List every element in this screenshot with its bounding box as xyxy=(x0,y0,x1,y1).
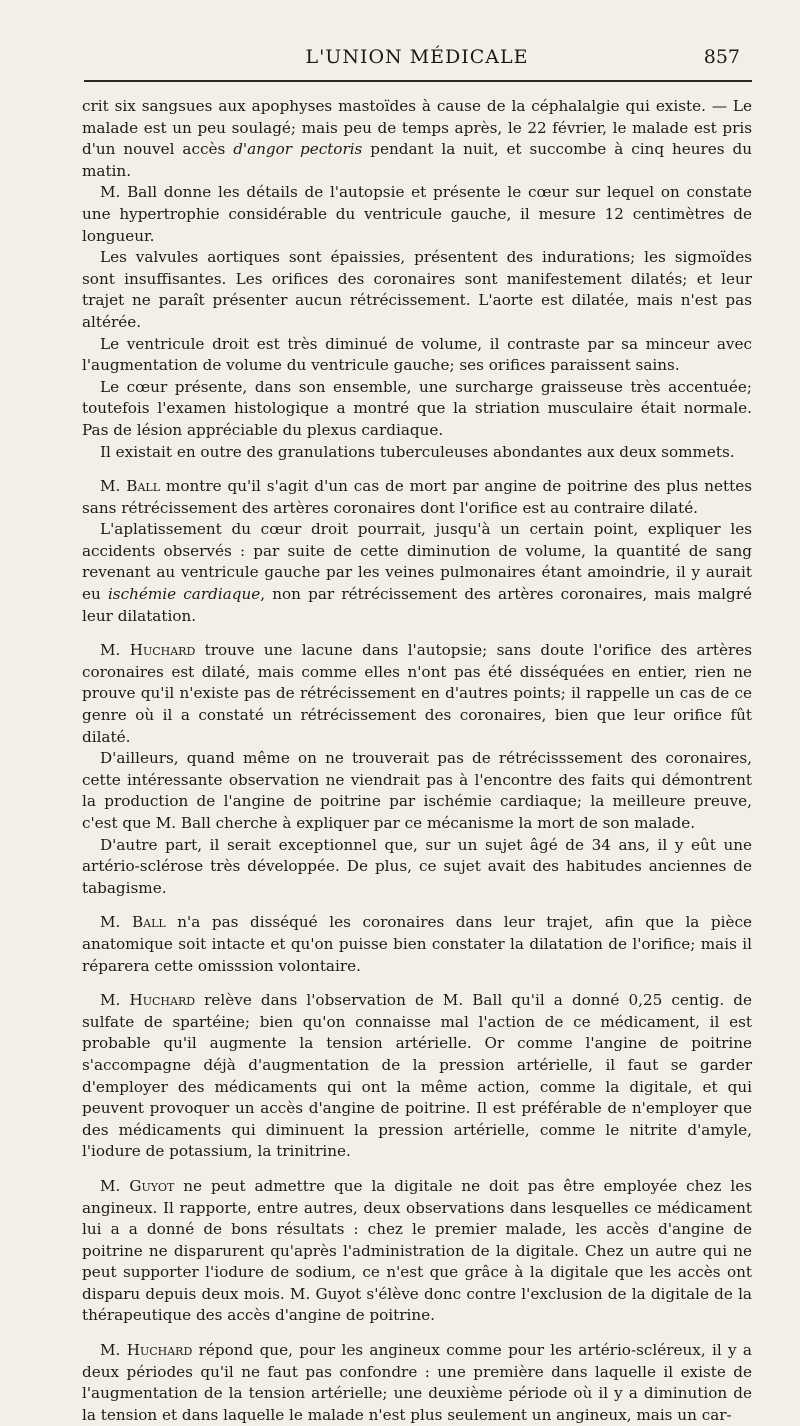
paragraph-text: L'aplatissement du cœur droit pourrait, jusqu'à un certain point, expliquer les accidents observés : par suite de cette diminution de volume, la quantité de sang revenant au ventricule gauche par les veines pulmonaires étant amoindrie, il y aurait eu xyxy=(82,520,752,604)
paragraph: Les valvules aortiques sont épaissies, présentent des indurations; les sigmoïdes sont insuffisantes. Les orifices des coronaires sont manifestement dilatés; et leur trajet ne paraît présenter aucun rétrécissement. L'aorte est dilatée, mais n'est pas altérée. xyxy=(82,248,752,331)
speaker-prefix: M. xyxy=(100,991,130,1010)
paragraph-text: n'a pas disséqué les coronaires dans leur trajet, afin que la pièce anatomique soit intacte et qu'on puisse bien constater la dilatation de l'orifice; mais il réparera cette omisssion volontaire. xyxy=(82,913,752,975)
journal-title: L'UNION MÉDICALE xyxy=(305,46,529,68)
paragraph xyxy=(82,96,752,182)
paragraph: M. Ball donne les détails de l'autopsie et présente le cœur sur lequel on constate une hypertrophie considérable du ventricule gauche, il mesure 12 centimètres de longueur. xyxy=(82,183,752,245)
italic-term: d'angor pectoris xyxy=(233,140,363,159)
paragraph xyxy=(82,476,752,519)
paragraph: Le cœur présente, dans son ensemble, une surcharge graisseuse très accentuée; toutefois l'examen histologique a montré que la striation musculaire était normale. Pas de lésion appréciable du plexus cardiaque. xyxy=(82,377,752,439)
speaker-name: Huchard xyxy=(129,641,196,660)
paragraph xyxy=(82,1340,752,1426)
italic-term: ischémie cardiaque xyxy=(107,585,261,604)
paragraph xyxy=(82,640,752,748)
article-body xyxy=(82,96,752,1426)
paragraph-text: trouve une lacune dans l'autopsie; sans doute l'orifice des artères coronaires est dilaté, mais comme elles n'ont pas été disséquées en entier, rien ne prouve qu'il n'existe pas de rétrécissement en d'autres points; il rappelle un cas de ce genre où il a constaté un rétrécissement des coronaires, bien que leur orifice fût dilaté. xyxy=(82,641,752,746)
speaker-name: Ball xyxy=(126,477,161,496)
paragraph-text: ne peut admettre que la digitale ne doit pas être employée chez les angineux. Il rapporte, entre autres, deux observations dans lesquelles ce médicament lui a a donné de bons résultats : chez le premier malade, les accès d'angine de poitrine ne disparurent qu'après l'administration de la digitale. Chez un autre qui ne peut supporter l'iodure de sodium, ce n'est que grâce à la digitale que les accès ont disparu depuis deux mois. M. Guyot s'élève donc contre l'exclusion de la digitale de la thérapeutique des accès d'angine de poitrine. xyxy=(82,1176,752,1325)
page-header xyxy=(82,46,752,76)
page-number: 857 xyxy=(703,46,740,68)
paragraph: D'ailleurs, quand même on ne trouverait pas de rétrécisssement des coronaires, cette intéressante observation ne viendrait pas à l'encontre des faits qui démontrent la production de l'angine de poitrine par ischémie cardiaque; la meilleure preuve, c'est que M. Ball cherche à expliquer par ce mécanisme la mort de son malade. xyxy=(82,749,752,832)
speaker-name: Huchard xyxy=(129,991,196,1010)
paragraph-text: répond que, pour les angineux comme pour les artério-scléreux, il y a deux périodes qu'il ne faut pas confondre : une première dans laquelle il existe de l'augmentation de la tension artérielle; une deuxième période où il y a diminution de la tension et dans laquelle le malade n'est plus seulement un angineux, mais un car- xyxy=(82,1341,752,1424)
paragraph xyxy=(82,519,752,627)
paragraph: D'autre part, il serait exceptionnel que, sur un sujet âgé de 34 ans, il y eût une artério-sclérose très développée. De plus, ce sujet avait des habitudes anciennes de tabagisme. xyxy=(82,835,752,897)
paragraph-text: montre qu'il s'agit d'un cas de mort par angine de poitrine des plus nettes sans rétrécissement des artères coronaires dont l'orifice est au contraire dilaté. xyxy=(82,477,752,517)
paragraph-text: , non par rétrécissement des artères coronaires, mais malgré leur dilatation. xyxy=(82,585,752,625)
paragraph xyxy=(82,912,752,977)
paragraph xyxy=(82,1176,752,1327)
speaker-prefix: M. xyxy=(100,641,130,660)
speaker-name: Guyot xyxy=(129,1176,175,1195)
speaker-prefix: M. xyxy=(100,913,132,932)
speaker-name: Huchard xyxy=(126,1341,193,1360)
paragraph: Il existait en outre des granulations tuberculeuses abondantes aux deux sommets. xyxy=(100,442,735,461)
paragraph-text: crit six sangsues aux apophyses mastoïdes à cause de la céphalalgie qui existe. — Le malade est un peu soulagé; mais peu de temps après, le 22 février, le malade est pris d'un nouvel accès xyxy=(82,97,752,159)
header-rule xyxy=(84,80,752,82)
speaker-prefix: M. xyxy=(100,1341,127,1360)
paragraph-text: relève dans l'observation de M. Ball qu'il a donné 0,25 centig. de sulfate de spartéine; bien qu'on connaisse mal l'action de ce médicament, il est probable qu'il augmente la tension artérielle. Or comme l'angine de poitrine s'accompagne déjà d'augmentation de la pression artérielle, il faut se garder d'employer des médicaments qui ont la même action, comme la digitale, et qui peuvent provoquer un accès d'angine de poitrine. Il est préférable de n'employer que des médicaments qui diminuent la pression artérielle, comme le nitrite d'amyle, l'iodure de potassium, la trinitrine. xyxy=(82,991,752,1161)
paragraph-text: pendant la nuit, et succombe à cinq heures du matin. xyxy=(82,140,752,180)
paragraph xyxy=(82,990,752,1163)
speaker-prefix: M. xyxy=(100,477,127,496)
paragraph: Le ventricule droit est très diminué de volume, il contraste par sa minceur avec l'augmentation de volume du ventricule gauche; ses orifices paraissent sains. xyxy=(82,334,752,375)
speaker-name: Ball xyxy=(131,913,166,932)
speaker-prefix: M. xyxy=(100,1176,130,1195)
